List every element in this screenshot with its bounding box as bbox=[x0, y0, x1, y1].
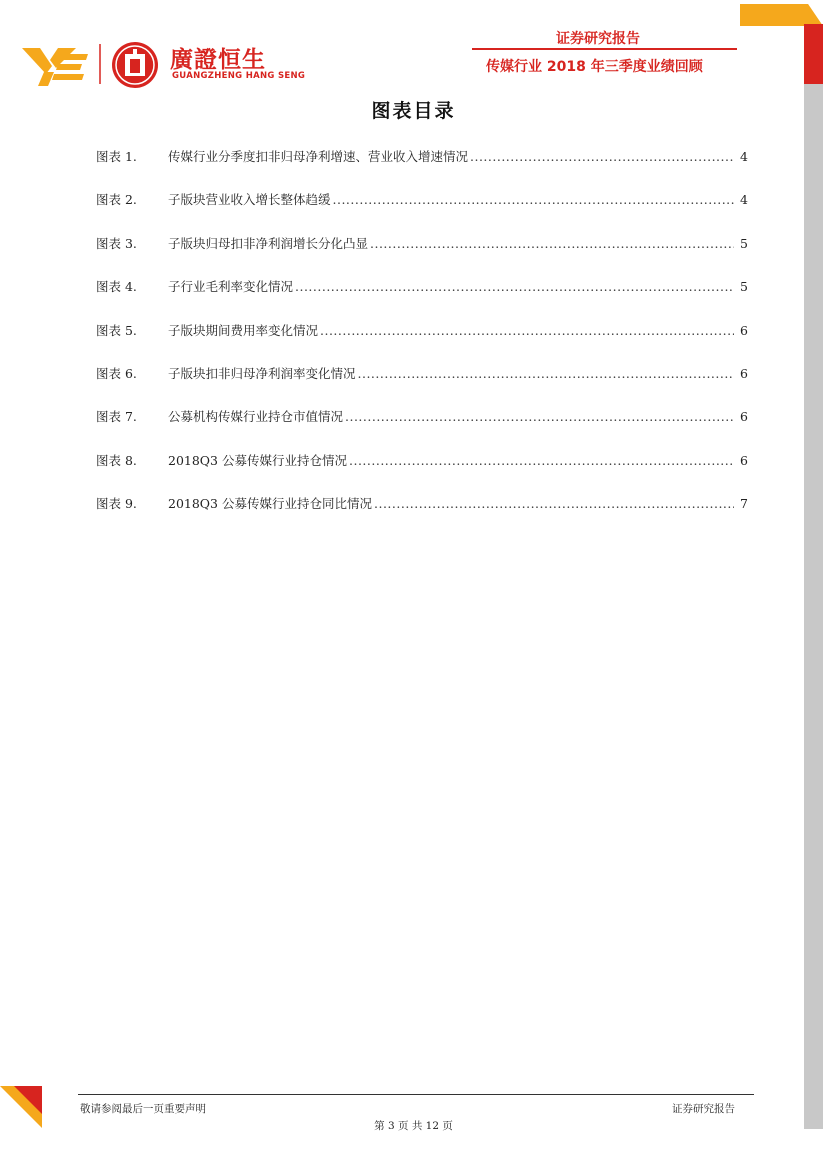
toc-text: 子版块归母扣非净利润增长分化凸显 bbox=[168, 235, 369, 251]
toc-page: 6 bbox=[740, 365, 748, 381]
toc-number: 图表 6. bbox=[96, 365, 137, 381]
toc-entry-3[interactable] bbox=[96, 235, 748, 278]
report-type: 证券研究报告 bbox=[556, 31, 640, 47]
toc-text: 子行业毛利率变化情况 bbox=[168, 279, 294, 295]
toc-leader bbox=[370, 235, 734, 253]
report-title: 传媒行业 2018 年三季度业绩回顾 bbox=[486, 59, 703, 75]
toc-text: 2018Q3 公募传媒行业持仓情况 bbox=[168, 452, 347, 468]
toc-text: 公募机构传媒行业持仓市值情况 bbox=[168, 409, 344, 425]
toc-leader bbox=[320, 322, 734, 340]
toc-leader bbox=[333, 191, 734, 209]
toc-page: 5 bbox=[740, 235, 748, 251]
toc-text: 2018Q3 公募传媒行业持仓同比情况 bbox=[168, 496, 372, 512]
toc-number: 图表 7. bbox=[96, 409, 137, 425]
toc-entry-2[interactable] bbox=[96, 191, 748, 234]
toc-number: 图表 4. bbox=[96, 279, 137, 295]
toc-entry-7[interactable] bbox=[96, 408, 748, 451]
footer-rule bbox=[78, 1094, 754, 1095]
toc-text: 子版块营业收入增长整体趋缓 bbox=[168, 192, 331, 208]
toc-page: 6 bbox=[740, 322, 748, 338]
toc-number: 图表 5. bbox=[96, 322, 137, 338]
side-bar-red bbox=[804, 24, 823, 86]
toc-number: 图表 8. bbox=[96, 452, 137, 468]
toc-entry-1[interactable] bbox=[96, 148, 748, 191]
toc-leader bbox=[345, 408, 734, 426]
toc-text: 传媒行业分季度扣非归母净利增速、营业收入增速情况 bbox=[168, 149, 469, 164]
toc-page: 6 bbox=[740, 452, 748, 468]
toc-number: 图表 1. bbox=[96, 149, 137, 164]
toc-text: 子版块扣非归母净利润率变化情况 bbox=[168, 365, 356, 381]
page-number: 第 3 页 共 12 页 bbox=[374, 1120, 453, 1132]
footer-disclaimer-note: 敬请参阅最后一页重要声明 bbox=[80, 1103, 206, 1115]
table-of-figures bbox=[96, 148, 748, 539]
toc-page: 6 bbox=[740, 409, 748, 425]
toc-entry-9[interactable] bbox=[96, 495, 748, 538]
toc-number: 图表 3. bbox=[96, 235, 137, 251]
toc-entry-5[interactable] bbox=[96, 322, 748, 365]
brand-subtitle: GUANGZHENG HANG SENG bbox=[172, 71, 306, 81]
footer-report-type: 证券研究报告 bbox=[672, 1103, 735, 1115]
toc-leader bbox=[349, 452, 734, 470]
toc-leader bbox=[295, 278, 734, 296]
toc-page: 7 bbox=[740, 496, 748, 512]
header-rule bbox=[472, 48, 737, 50]
toc-page: 4 bbox=[740, 149, 748, 164]
toc-entry-8[interactable] bbox=[96, 452, 748, 495]
toc-leader bbox=[358, 365, 734, 383]
toc-number: 图表 2. bbox=[96, 192, 137, 208]
corner-accent-yellow bbox=[740, 4, 823, 26]
side-bar-gray bbox=[804, 84, 823, 1129]
toc-page: 5 bbox=[740, 279, 748, 295]
toc-leader bbox=[374, 495, 734, 513]
toc-text: 子版块期间费用率变化情况 bbox=[168, 322, 319, 338]
toc-leader bbox=[470, 148, 734, 166]
brand-name: 廣證恒生 bbox=[170, 47, 266, 73]
toc-entry-6[interactable] bbox=[96, 365, 748, 408]
toc-entry-4[interactable] bbox=[96, 278, 748, 321]
toc-page: 4 bbox=[740, 192, 748, 208]
page-title: 图表目录 bbox=[371, 100, 456, 122]
toc-number: 图表 9. bbox=[96, 496, 137, 512]
